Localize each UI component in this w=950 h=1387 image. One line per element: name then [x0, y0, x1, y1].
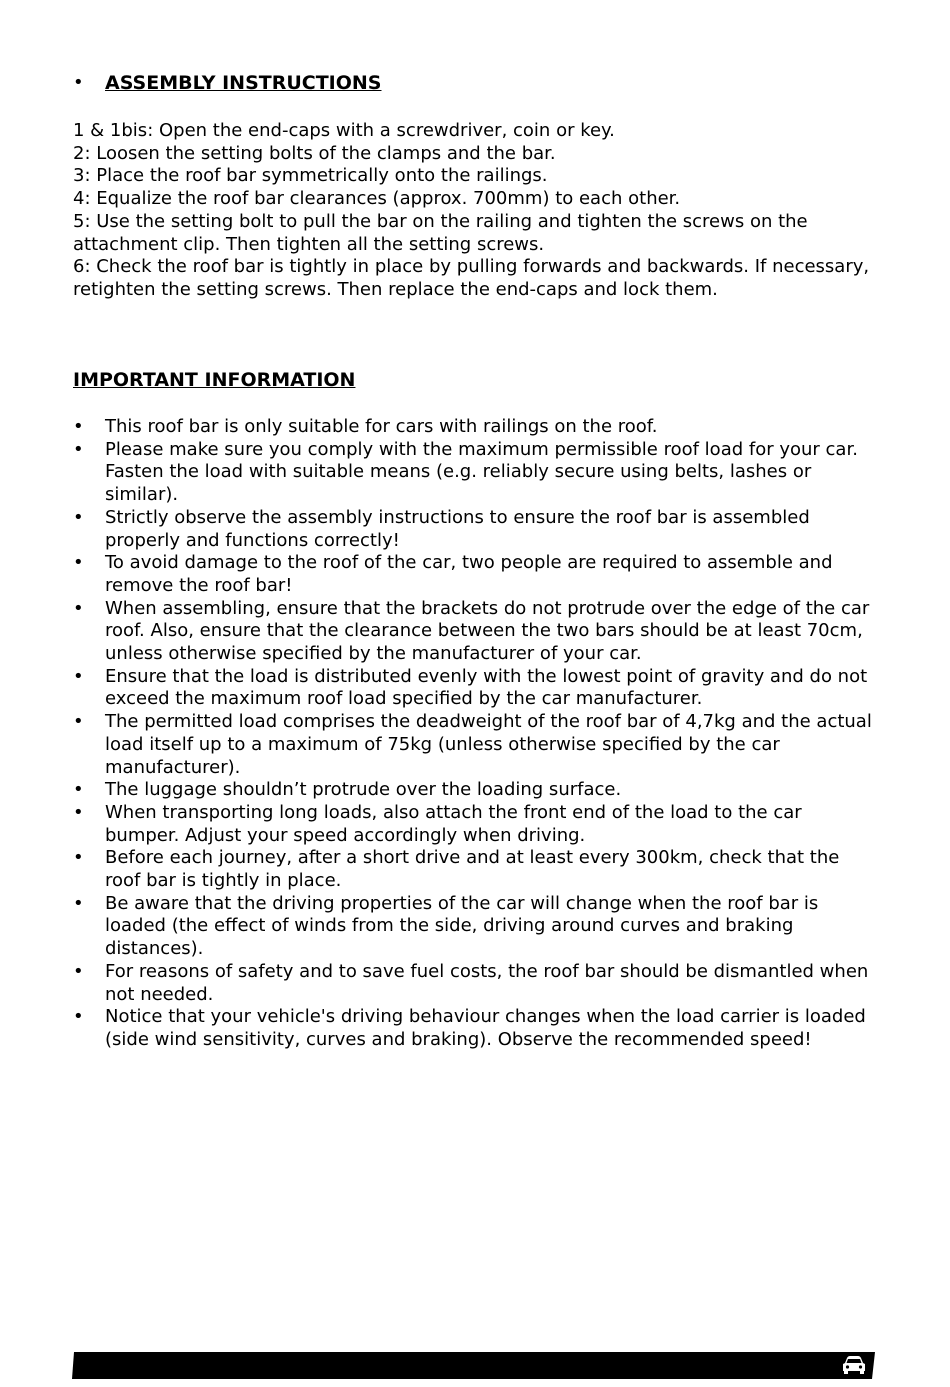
- assembly-step: 1 & 1bis: Open the end-caps with a screwdriver, coin or key.: [73, 120, 615, 141]
- list-bullet: •: [73, 711, 84, 733]
- assembly-steps: [73, 120, 878, 302]
- list-item-text: When assembling, ensure that the brackets do not protrude over the edge of the car roof. Also, ensure that the clearance between the two bars should be at least 70cm, unless otherwise specified by the manufacturer of your car.: [105, 597, 870, 665]
- assembly-heading: ASSEMBLY INSTRUCTIONS: [105, 72, 382, 94]
- list-bullet: •: [73, 416, 84, 437]
- list-item-text: For reasons of safety and to save fuel costs, the roof bar should be dismantled when not needed.: [105, 960, 869, 1005]
- assembly-step: 3: Place the roof bar symmetrically onto the railings.: [73, 165, 548, 187]
- footer-bar: [72, 1352, 875, 1379]
- list-bullet: •: [73, 779, 84, 801]
- assembly-step: 2: Loosen the setting bolts of the clamps and the bar.: [73, 142, 556, 164]
- list-bullet: •: [73, 892, 84, 914]
- assembly-step: 4: Equalize the roof bar clearances (approx. 700mm) to each other.: [73, 188, 681, 210]
- list-item: [73, 666, 878, 711]
- list-bullet: •: [73, 552, 84, 574]
- important-list: [73, 416, 878, 1052]
- list-item-text: The permitted load comprises the deadweight of the roof bar of 4,7kg and the actual load itself up to a maximum of 75kg (unless otherwise specified by the car manufacturer).: [105, 711, 872, 778]
- car-icon: [841, 1354, 867, 1376]
- list-item-text: When transporting long loads, also attach the front end of the load to the car bumper. Adjust your speed accordingly when driving.: [105, 801, 802, 846]
- list-item-text: Ensure that the load is distributed evenly with the lowest point of gravity and do not exceed the maximum roof load specified by the car manufacturer.: [105, 665, 868, 710]
- list-item: [73, 711, 878, 779]
- heading-bullet: •: [73, 72, 84, 93]
- list-bullet: •: [73, 847, 84, 869]
- list-item-text: Before each journey, after a short drive and at least every 300km, check that the roof bar is tightly in place.: [105, 847, 840, 892]
- list-bullet: •: [73, 665, 84, 687]
- list-item-text: This roof bar is only suitable for cars with railings on the roof.: [105, 416, 658, 437]
- list-bullet: •: [73, 506, 84, 528]
- list-bullet: •: [73, 438, 84, 460]
- list-item-text: Please make sure you comply with the maximum permissible roof load for your car. Fasten the load with suitable means (e.g. reliably secure using belts, lashes or similar).: [105, 438, 858, 506]
- list-item-text: Strictly observe the assembly instructions to ensure the roof bar is assembled properly and functions correctly!: [105, 506, 810, 551]
- assembly-step: 6: Check the roof bar is tightly in place by pulling forwards and backwards. If necessary, retighten the setting screws. Then replace the end-caps and lock them.: [73, 256, 870, 300]
- list-item: [73, 779, 878, 802]
- assembly-step: 5: Use the setting bolt to pull the bar on the railing and tighten the screws on the attachment clip. Then tighten all the setting screws.: [73, 210, 808, 255]
- list-bullet: •: [73, 597, 84, 619]
- list-item: [73, 416, 878, 439]
- list-item: [73, 552, 878, 597]
- list-item: [73, 847, 878, 892]
- list-bullet: •: [73, 801, 84, 823]
- list-item-text: The luggage shouldn’t protrude over the loading surface.: [105, 779, 622, 801]
- list-item-text: Be aware that the driving properties of the car will change when the roof bar is loaded (the effect of winds from the side, driving around curves and braking distances).: [105, 892, 819, 960]
- list-item: [73, 802, 878, 847]
- list-item-text: To avoid damage to the roof of the car, two people are required to assemble and remove the roof bar!: [105, 552, 833, 596]
- list-item: [73, 961, 878, 1006]
- list-bullet: •: [73, 960, 84, 982]
- list-bullet: •: [73, 1006, 84, 1028]
- list-item: [73, 598, 878, 666]
- list-item: [73, 507, 878, 552]
- list-item: [73, 439, 878, 507]
- list-item-text: Notice that your vehicle's driving behaviour changes when the load carrier is loaded (side wind sensitivity, curves and braking). Observe the recommended speed!: [105, 1006, 866, 1050]
- list-item: [73, 1006, 878, 1051]
- list-item: [73, 893, 878, 961]
- important-heading: IMPORTANT INFORMATION: [73, 369, 356, 391]
